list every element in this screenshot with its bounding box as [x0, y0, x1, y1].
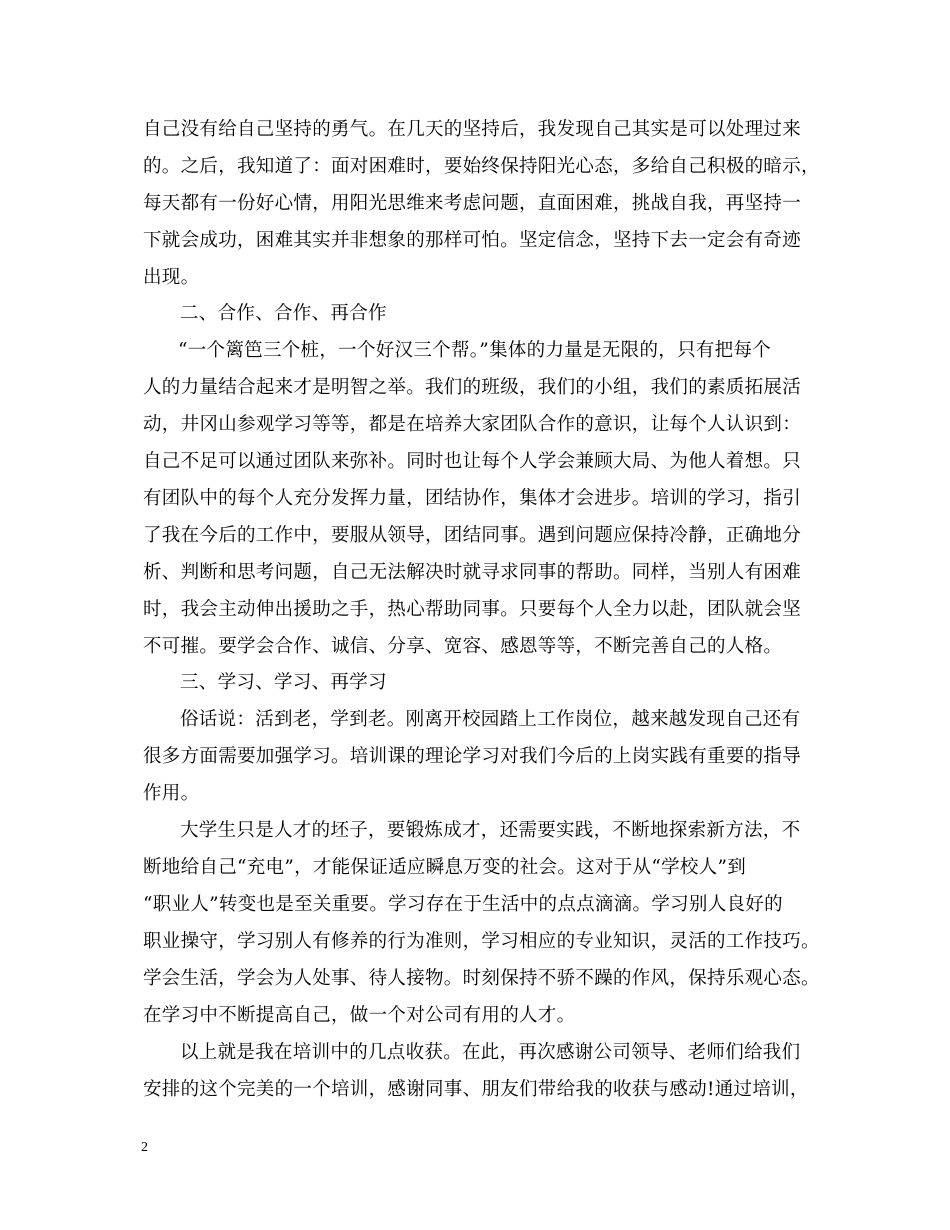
text-line: 出现。 — [143, 267, 200, 288]
text-line: “职业人”转变也是至关重要。学习存在于生活中的点点滴滴。学习别人良好的 — [143, 894, 783, 915]
text-line: 的。之后，我知道了：面对困难时，要始终保持阳光心态，多给自己积极的暗示， — [143, 156, 820, 177]
text-line: 了我在今后的工作中，要服从领导，团结同事。遇到问题应保持冷静，正确地分 — [143, 525, 802, 546]
text-line: 自己不足可以通过团队来弥补。同时也让每个人学会兼顾大局、为他人着想。只 — [143, 451, 802, 472]
text-line: 自己没有给自己坚持的勇气。在几天的坚持后，我发现自己其实是可以处理过来 — [143, 119, 802, 140]
text-line: 有团队中的每个人充分发挥力量，团结协作，集体才会进步。培训的学习，指引 — [143, 488, 802, 509]
section-heading-learning: 三、学习、学习、再学习 — [180, 672, 387, 693]
text-line: 很多方面需要加强学习。培训课的理论学习对我们今后的上岗实践有重要的指导 — [143, 746, 802, 767]
text-line: 析、判断和思考问题，自己无法解决时就寻求同事的帮助。同样，当别人有困难 — [143, 562, 802, 583]
text-line: 时，我会主动伸出援助之手，热心帮助同事。只要每个人全力以赴，团队就会坚 — [143, 599, 802, 620]
text-line: 动，井冈山参观学习等等，都是在培养大家团队合作的意识，让每个人认识到： — [143, 414, 802, 435]
text-line: 大学生只是人才的坯子，要锻炼成才，还需要实践，不断地探索新方法，不 — [180, 820, 801, 841]
text-line: 俗话说：活到老，学到老。刚离开校园踏上工作岗位，越来越发现自己还有 — [180, 709, 801, 730]
section-heading-cooperation: 二、合作、合作、再合作 — [180, 303, 387, 324]
text-line: 安排的这个完美的一个培训，感谢同事、朋友们带给我的收获与感动!通过培训， — [143, 1079, 809, 1100]
text-line: 学会生活，学会为人处事、待人接物。时刻保持不骄不躁的作风，保持乐观心态。 — [143, 968, 820, 989]
text-line: 人的力量结合起来才是明智之举。我们的班级，我们的小组，我们的素质拓展活 — [143, 377, 802, 398]
text-line: 职业操守，学习别人有修养的行为准则，学习相应的专业知识，灵活的工作技巧。 — [143, 931, 820, 952]
text-line: 在学习中不断提高自己，做一个对公司有用的人才。 — [143, 1005, 576, 1026]
text-line: 不可摧。要学会合作、诚信、分享、宽容、感恩等等，不断完善自己的人格。 — [143, 636, 783, 657]
text-line: 下就会成功，困难其实并非想象的那样可怕。坚定信念，坚持下去一定会有奇迹 — [143, 230, 802, 251]
text-line: 断地给自己“充电”，才能保证适应瞬息万变的社会。这对于从“学校人”到 — [143, 857, 747, 878]
text-line: “一个篱笆三个桩，一个好汉三个帮。”集体的力量是无限的，只有把每个 — [178, 340, 772, 361]
page-number: 2 — [141, 1140, 148, 1155]
text-line: 以上就是我在培训中的几点收获。在此，再次感谢公司领导、老师们给我们 — [180, 1042, 801, 1063]
text-line: 作用。 — [143, 783, 200, 804]
text-line: 每天都有一份好心情，用阳光思维来考虑问题，直面困难，挑战自我，再坚持一 — [143, 193, 802, 214]
